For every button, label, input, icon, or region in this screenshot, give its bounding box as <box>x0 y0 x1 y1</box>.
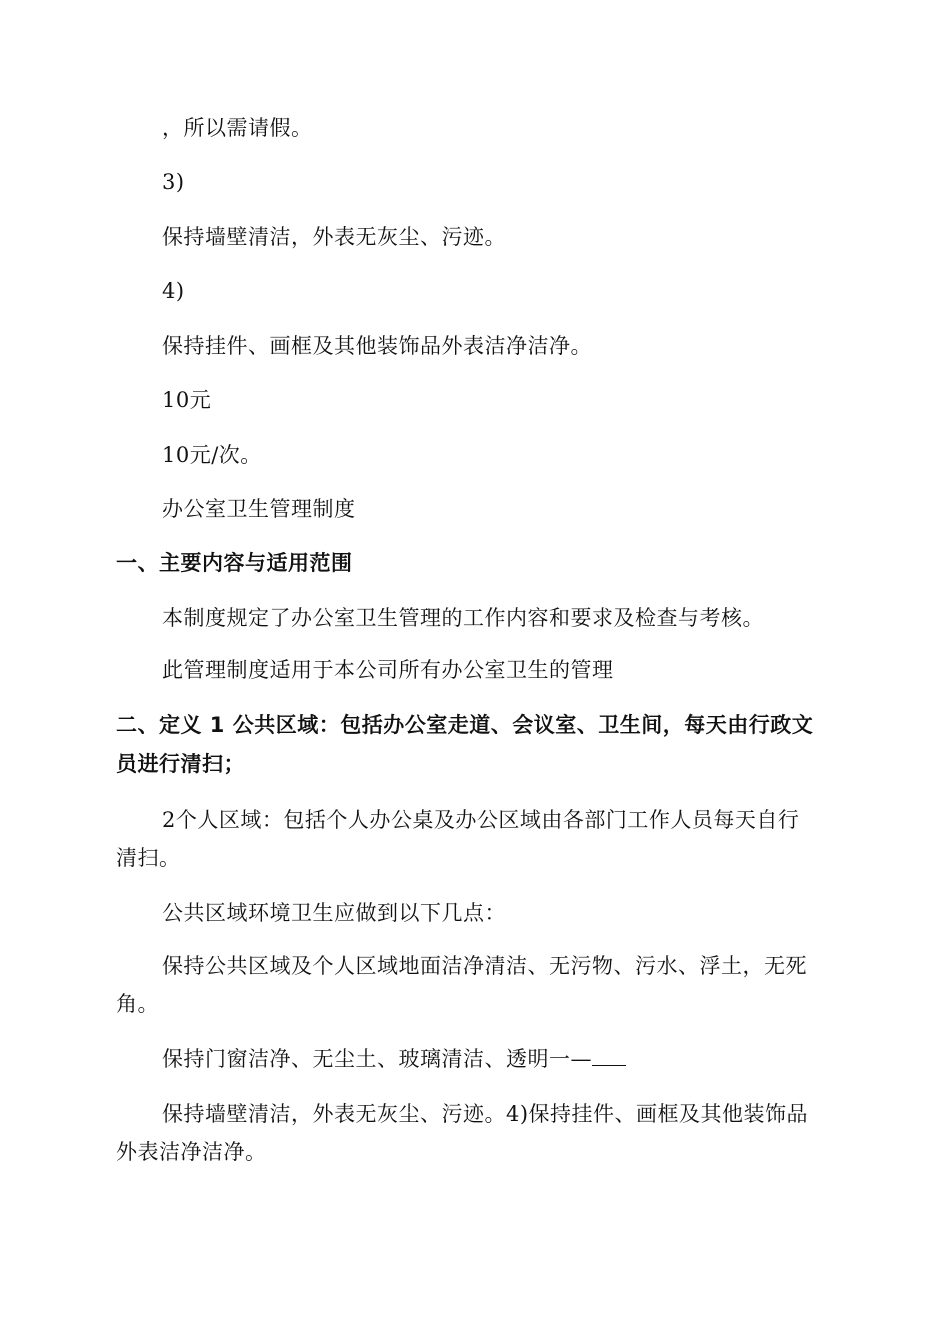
fill-blank-line <box>592 1045 626 1066</box>
text-line: 保持墙壁清洁，外表无灰尘、污迹。 <box>162 225 506 249</box>
text-line: 10元 <box>162 388 212 412</box>
list-number: 3) <box>162 170 185 194</box>
text-line: ，所以需请假。 <box>162 116 313 140</box>
paragraph-line: 保持公共区域及个人区域地面洁净清洁、无污物、污水、浮土，无死 <box>162 954 807 978</box>
list-number: 4) <box>162 279 185 303</box>
paragraph-line: 角。 <box>116 992 159 1016</box>
text-line: 保持门窗洁净、无尘土、玻璃清洁、透明一— <box>162 1047 592 1071</box>
paragraph-line: 外表洁净洁净。 <box>116 1140 267 1164</box>
text-line-with-blank <box>162 1041 626 1077</box>
document-title: 办公室卫生管理制度 <box>162 497 356 521</box>
section-heading-2-line1: 二、定义 1 公共区域：包括办公室走道、会议室、卫生间，每天由行政文 <box>116 713 814 737</box>
text-line: 此管理制度适用于本公司所有办公室卫生的管理 <box>162 658 614 682</box>
paragraph-line: 清扫。 <box>116 846 181 870</box>
paragraph-line: 保持墙壁清洁，外表无灰尘、污迹。4)保持挂件、画框及其他装饰品 <box>162 1102 809 1126</box>
text-line: 本制度规定了办公室卫生管理的工作内容和要求及检查与考核。 <box>162 606 764 630</box>
text-line: 保持挂件、画框及其他装饰品外表洁净洁净。 <box>162 334 592 358</box>
section-heading-2-line2: 员进行清扫； <box>116 752 245 776</box>
text-line: 10元/次。 <box>162 443 262 467</box>
section-heading-1: 一、主要内容与适用范围 <box>116 551 353 575</box>
paragraph-line: 2个人区域：包括个人办公桌及办公区域由各部门工作人员每天自行 <box>162 808 800 832</box>
text-line: 公共区域环境卫生应做到以下几点： <box>162 901 506 925</box>
